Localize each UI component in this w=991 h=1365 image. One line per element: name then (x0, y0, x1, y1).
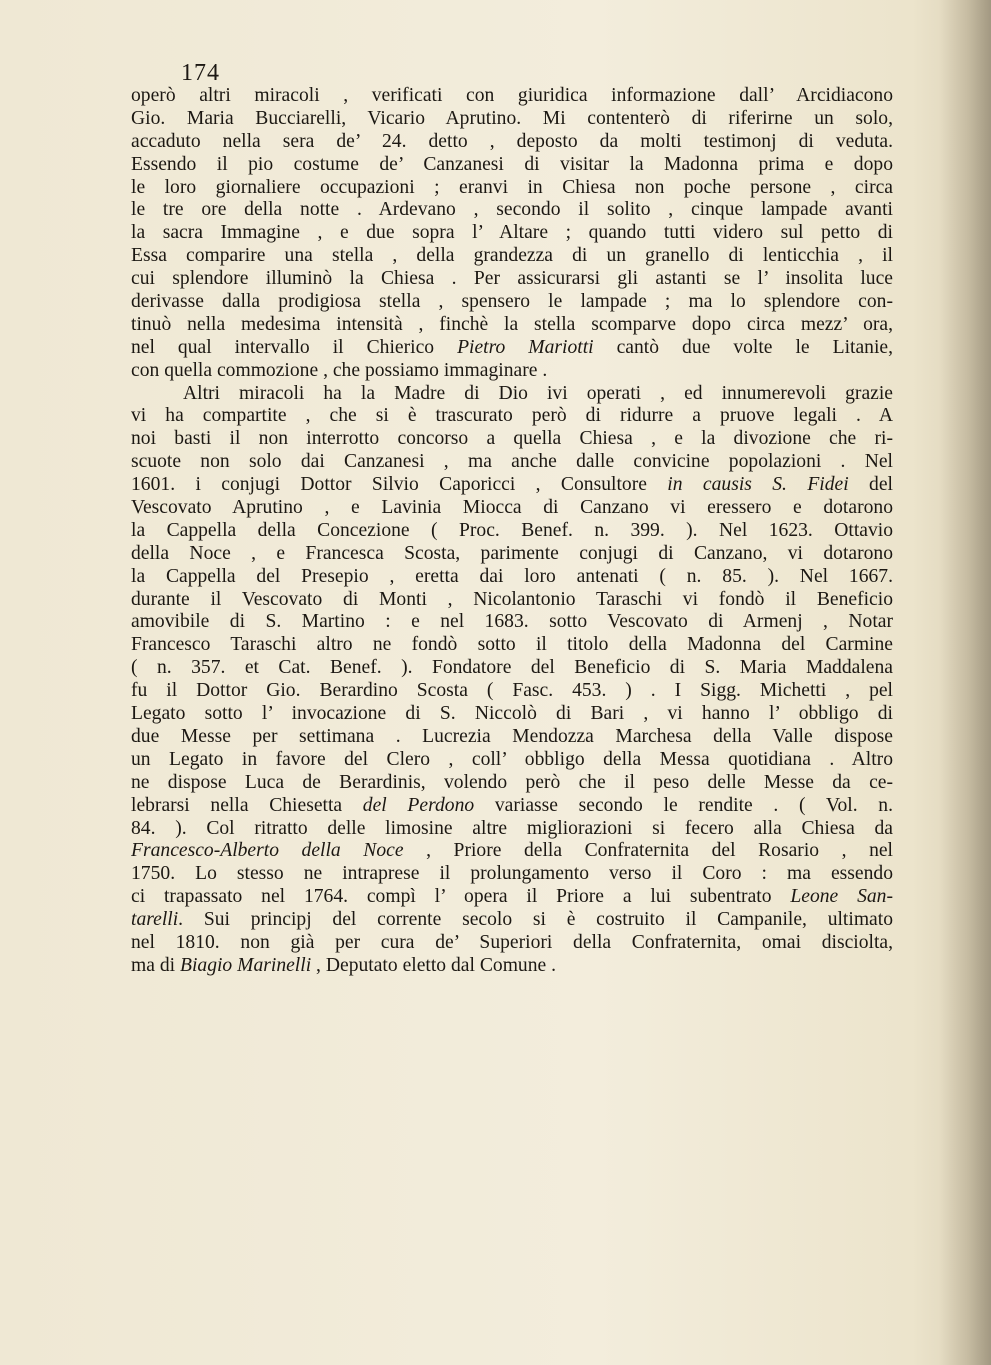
text-span: Essendo il pio costume de’ Canzanesi di visitar la Madonna prima e dopo (131, 153, 893, 175)
text-line (131, 680, 893, 703)
text-span: Essa comparire una stella , della grandezza di un granello di lenticchia , il (131, 245, 893, 267)
text-span: 1601. i conjugi Dottor Silvio Caporicci , Consultore (131, 474, 668, 496)
text-line (131, 428, 893, 451)
text-line (131, 383, 893, 406)
text-line (131, 451, 893, 474)
italic-text: del Perdono (362, 794, 475, 816)
text-line (131, 566, 893, 589)
text-span: , Deputato eletto dal Comune . (311, 954, 557, 976)
text-span: del (848, 474, 893, 496)
text-line (131, 291, 893, 314)
text-line (131, 611, 893, 634)
italic-text: tarelli (131, 909, 179, 931)
text-line (131, 314, 893, 337)
text-span: amovibile di S. Martino : e nel 1683. sotto Vescovato di Armenj , Notar (131, 611, 893, 633)
text-line (131, 726, 893, 749)
text-span: 1750. Lo stesso ne intraprese il prolungamento verso il Coro : ma essendo (131, 863, 893, 885)
text-line (131, 474, 893, 497)
text-span: vi ha compartite , che si è trascurato però di ridurre a pruove legali . A (131, 405, 893, 427)
text-span: , Priore della Confraternita del Rosario , nel (403, 840, 893, 862)
body-text (131, 85, 893, 978)
text-line (131, 199, 893, 222)
text-line (131, 337, 893, 360)
text-span: la sacra Immagine , e due sopra l’ Altare ; quando tutti videro sul petto di (131, 222, 893, 244)
text-line (131, 634, 893, 657)
text-line (131, 657, 893, 680)
text-line (131, 795, 893, 818)
text-line (131, 863, 893, 886)
text-span: la Cappella della Concezione ( Proc. Benef. n. 399. ). Nel 1623. Ottavio (131, 519, 893, 541)
text-line (131, 932, 893, 955)
text-span: ( n. 357. et Cat. Benef. ). Fondatore del Beneficio di S. Maria Maddalena (131, 657, 893, 679)
text-span: ma di (131, 954, 180, 976)
text-span: cui splendore illuminò la Chiesa . Per assicurarsi gli astanti se l’ insolita luce (131, 268, 893, 290)
text-span: ci trapassato nel 1764. compì l’ opera il Priore a lui subentrato (131, 886, 791, 908)
text-span: le loro giornaliere occupazioni ; eranvi in Chiesa non poche persone , circa (131, 176, 893, 198)
text-span: la Cappella del Presepio , eretta dai loro antenati ( n. 85. ). Nel 1667. (131, 565, 893, 587)
text-span: un Legato in favore del Clero , coll’ obbligo della Messa quotidiana . Altro (131, 748, 893, 770)
text-span: noi basti il non interrotto concorso a quella Chiesa , e la divozione che ri- (131, 428, 893, 450)
text-line (131, 818, 893, 841)
text-span: Altri miracoli ha la Madre di Dio ivi operati , ed innumerevoli grazie (183, 382, 893, 404)
text-line (131, 772, 893, 795)
italic-text: Leone San- (790, 886, 893, 908)
page-edge-shadow (939, 0, 991, 1365)
italic-text: Pietro Mariotti (457, 336, 594, 358)
text-line (131, 703, 893, 726)
text-line (131, 589, 893, 612)
text-span: lebrarsi nella Chiesetta (131, 794, 363, 816)
text-span: ne dispose Luca de Berardinis, volendo però che il peso delle Messe da ce- (131, 771, 893, 793)
text-span: Francesco Taraschi altro ne fondò sotto il titolo della Madonna del Carmine (131, 634, 893, 656)
italic-text: in causis S. Fidei (667, 474, 849, 496)
text-line (131, 131, 893, 154)
text-span: le tre ore della notte . Ardevano , secondo il solito , cinque lampade avanti (131, 199, 893, 221)
text-span: Vescovato Aprutino , e Lavinia Miocca di Canzano vi eressero e dotarono (131, 497, 893, 519)
text-span: con quella commozione , che possiamo immaginare . (131, 359, 548, 381)
text-span: Legato sotto l’ invocazione di S. Niccolò di Bari , vi hanno l’ obbligo di (131, 703, 893, 725)
text-span: fu il Dottor Gio. Berardino Scosta ( Fasc. 453. ) . I Sigg. Michetti , pel (131, 680, 893, 702)
page-number: 174 (181, 60, 220, 86)
text-line (131, 245, 893, 268)
text-line (131, 360, 893, 383)
text-span: 84. ). Col ritratto delle limosine altre migliorazioni si fecero alla Chiesa da (131, 817, 893, 839)
text-line (131, 405, 893, 428)
text-line (131, 154, 893, 177)
text-span: cantò due volte le Litanie, (593, 336, 893, 358)
text-line (131, 222, 893, 245)
text-line (131, 886, 893, 909)
text-span: derivasse dalla prodigiosa stella , spensero le lampade ; ma lo splendore con- (131, 291, 893, 313)
text-span: operò altri miracoli , verificati con giuridica informazione dall’ Arcidiacono (131, 85, 893, 106)
italic-text: Francesco-Alberto della Noce (131, 840, 404, 862)
text-span: tinuò nella medesima intensità , finchè la stella scomparve dopo circa mezz’ ora, (131, 313, 893, 335)
text-line (131, 497, 893, 520)
text-span: nel qual intervallo il Chierico (131, 336, 458, 358)
text-line (131, 749, 893, 772)
text-span: della Noce , e Francesca Scosta, parimente conjugi di Canzano, vi dotarono (131, 542, 893, 564)
text-span: nel 1810. non già per cura de’ Superiori della Confraternita, omai disciolta, (131, 931, 893, 953)
text-line (131, 268, 893, 291)
italic-text: Biagio Marinelli (179, 954, 312, 976)
text-line (131, 955, 893, 978)
text-line (131, 108, 893, 131)
text-line (131, 543, 893, 566)
text-span: due Messe per settimana . Lucrezia Mendozza Marchesa della Valle dispose (131, 725, 893, 747)
text-line (131, 85, 893, 108)
text-span: scuote non solo dai Canzanesi , ma anche dalle convicine popolazioni . Nel (131, 451, 893, 473)
text-span: durante il Vescovato di Monti , Nicolantonio Taraschi vi fondò il Beneficio (131, 588, 893, 610)
text-line (131, 840, 893, 863)
text-span: variasse secondo le rendite . ( Vol. n. (474, 794, 893, 816)
text-span: accaduto nella sera de’ 24. detto , deposto da molti testimonj di veduta. (131, 130, 893, 152)
text-line (131, 177, 893, 200)
text-line (131, 520, 893, 543)
text-line (131, 909, 893, 932)
text-span: . Sui principj del corrente secolo si è costruito il Campanile, ultimato (178, 909, 893, 931)
text-span: Gio. Maria Bucciarelli, Vicario Aprutino. Mi contenterò di riferirne un solo, (131, 107, 893, 129)
